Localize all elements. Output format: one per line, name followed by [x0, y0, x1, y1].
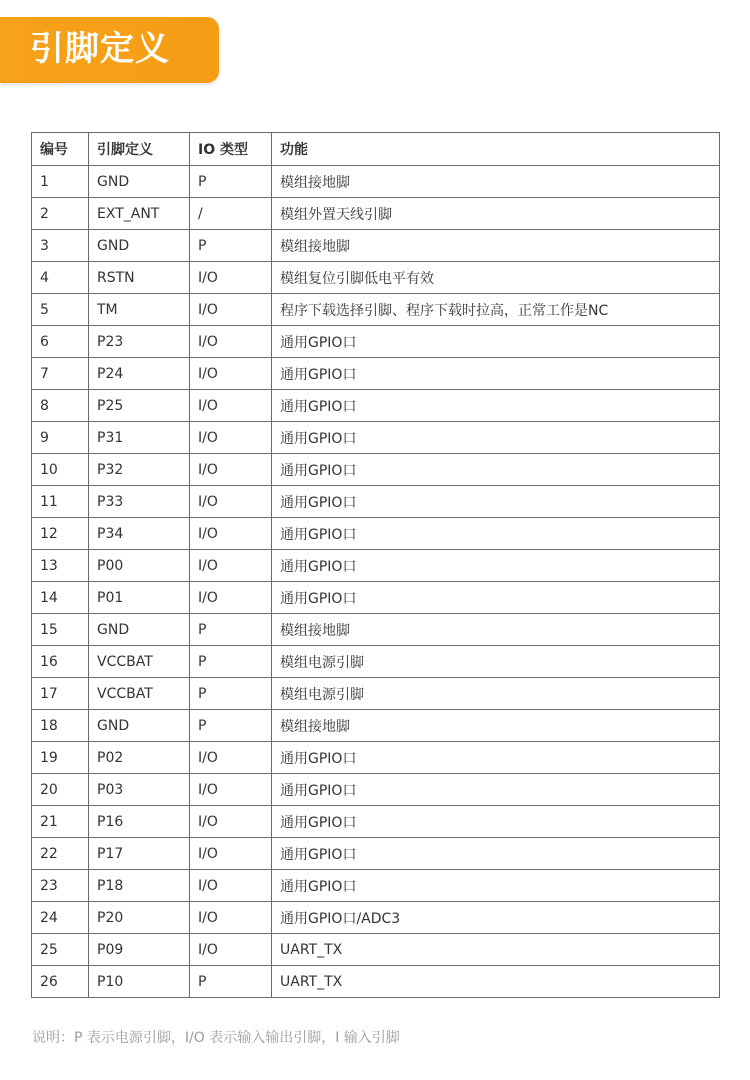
table-row [32, 614, 720, 646]
table-row [32, 742, 720, 774]
function-cell: 通用GPIO口 [272, 326, 720, 358]
table-row [32, 422, 720, 454]
function-cell: 通用GPIO口 [272, 422, 720, 454]
pin-name-cell: P02 [89, 742, 190, 774]
table-row [32, 774, 720, 806]
table-row [32, 870, 720, 902]
pin-number-cell: 15 [32, 614, 89, 646]
function-cell: 通用GPIO口 [272, 838, 720, 870]
function-cell: 模组复位引脚低电平有效 [272, 262, 720, 294]
pin-number-cell: 18 [32, 710, 89, 742]
io-type-cell: I/O [190, 294, 272, 326]
pin-name-cell: P01 [89, 582, 190, 614]
pin-number-cell: 17 [32, 678, 89, 710]
pin-name-cell: VCCBAT [89, 646, 190, 678]
table-row [32, 646, 720, 678]
pin-number-cell: 9 [32, 422, 89, 454]
table-row [32, 966, 720, 998]
pin-number-cell: 22 [32, 838, 89, 870]
pin-number-cell: 21 [32, 806, 89, 838]
pin-number-cell: 6 [32, 326, 89, 358]
io-type-cell: I/O [190, 358, 272, 390]
pin-number-cell: 26 [32, 966, 89, 998]
pin-number-cell: 4 [32, 262, 89, 294]
header-io-type: IO 类型 [190, 133, 272, 166]
pin-name-cell: P31 [89, 422, 190, 454]
io-type-cell: P [190, 230, 272, 262]
pin-number-cell: 3 [32, 230, 89, 262]
function-cell: 模组电源引脚 [272, 646, 720, 678]
header-pin-name: 引脚定义 [89, 133, 190, 166]
function-cell: 模组接地脚 [272, 166, 720, 198]
function-cell: 通用GPIO口 [272, 358, 720, 390]
pin-name-cell: P03 [89, 774, 190, 806]
io-type-cell: P [190, 646, 272, 678]
pin-name-cell: TM [89, 294, 190, 326]
io-type-cell: P [190, 678, 272, 710]
function-cell: 通用GPIO口 [272, 518, 720, 550]
function-cell: 模组电源引脚 [272, 678, 720, 710]
pin-number-cell: 8 [32, 390, 89, 422]
function-cell: UART_TX [272, 934, 720, 966]
pin-number-cell: 11 [32, 486, 89, 518]
pin-number-cell: 1 [32, 166, 89, 198]
pin-number-cell: 14 [32, 582, 89, 614]
pin-number-cell: 23 [32, 870, 89, 902]
pin-name-cell: P25 [89, 390, 190, 422]
table-row [32, 678, 720, 710]
table-row [32, 582, 720, 614]
pin-number-cell: 25 [32, 934, 89, 966]
pin-name-cell: P09 [89, 934, 190, 966]
section-title-tab [0, 17, 219, 83]
io-type-cell: P [190, 966, 272, 998]
function-cell: 通用GPIO口 [272, 870, 720, 902]
pin-name-cell: P16 [89, 806, 190, 838]
function-cell: 通用GPIO口 [272, 774, 720, 806]
pin-number-cell: 24 [32, 902, 89, 934]
table-row [32, 486, 720, 518]
pin-name-cell: P20 [89, 902, 190, 934]
table-header-row [32, 133, 720, 166]
io-type-cell: P [190, 614, 272, 646]
function-cell: 通用GPIO口 [272, 742, 720, 774]
table-row [32, 198, 720, 230]
function-cell: 模组接地脚 [272, 614, 720, 646]
table-row [32, 294, 720, 326]
table-row [32, 390, 720, 422]
table-row [32, 934, 720, 966]
table-row [32, 262, 720, 294]
io-type-cell: I/O [190, 454, 272, 486]
table-row [32, 710, 720, 742]
pin-name-cell: P00 [89, 550, 190, 582]
io-type-cell: I/O [190, 486, 272, 518]
io-type-cell: I/O [190, 326, 272, 358]
io-type-cell: I/O [190, 262, 272, 294]
io-type-cell: I/O [190, 582, 272, 614]
pin-number-cell: 19 [32, 742, 89, 774]
function-cell: 通用GPIO口 [272, 582, 720, 614]
pin-name-cell: GND [89, 230, 190, 262]
pin-number-cell: 16 [32, 646, 89, 678]
function-cell: 通用GPIO口 [272, 550, 720, 582]
function-cell: 通用GPIO口 [272, 454, 720, 486]
pin-name-cell: P10 [89, 966, 190, 998]
io-type-cell: I/O [190, 902, 272, 934]
pin-definition-table [31, 132, 720, 998]
function-cell: 模组接地脚 [272, 710, 720, 742]
pin-number-cell: 5 [32, 294, 89, 326]
pin-name-cell: GND [89, 166, 190, 198]
table-row [32, 806, 720, 838]
function-cell: 通用GPIO口 [272, 390, 720, 422]
pin-number-cell: 10 [32, 454, 89, 486]
header-function: 功能 [272, 133, 720, 166]
io-type-cell: I/O [190, 838, 272, 870]
function-cell: 通用GPIO口/ADC3 [272, 902, 720, 934]
pin-name-cell: P23 [89, 326, 190, 358]
io-type-cell: I/O [190, 870, 272, 902]
pin-number-cell: 2 [32, 198, 89, 230]
function-cell: 模组接地脚 [272, 230, 720, 262]
io-type-cell: I/O [190, 742, 272, 774]
table-row [32, 550, 720, 582]
io-type-cell: I/O [190, 518, 272, 550]
io-type-cell: I/O [190, 390, 272, 422]
table-row [32, 902, 720, 934]
pin-number-cell: 12 [32, 518, 89, 550]
io-type-cell: I/O [190, 934, 272, 966]
pin-number-cell: 7 [32, 358, 89, 390]
pin-name-cell: EXT_ANT [89, 198, 190, 230]
io-type-cell: I/O [190, 806, 272, 838]
table-row [32, 230, 720, 262]
table-row [32, 166, 720, 198]
function-cell: 程序下载选择引脚、程序下载时拉高，正常工作是NC [272, 294, 720, 326]
table-row [32, 326, 720, 358]
pin-name-cell: P18 [89, 870, 190, 902]
io-type-cell: I/O [190, 422, 272, 454]
function-cell: 通用GPIO口 [272, 806, 720, 838]
io-type-cell: / [190, 198, 272, 230]
pin-name-cell: P32 [89, 454, 190, 486]
pin-number-cell: 20 [32, 774, 89, 806]
table-row [32, 838, 720, 870]
table-row [32, 454, 720, 486]
function-cell: 通用GPIO口 [272, 486, 720, 518]
table-body [32, 166, 720, 998]
pin-name-cell: RSTN [89, 262, 190, 294]
pin-name-cell: P33 [89, 486, 190, 518]
footer-note: 说明：P 表示电源引脚，I/O 表示输入输出引脚，I 输入引脚 [32, 1030, 400, 1046]
io-type-cell: I/O [190, 550, 272, 582]
pin-name-cell: GND [89, 710, 190, 742]
pin-name-cell: P24 [89, 358, 190, 390]
pin-name-cell: P17 [89, 838, 190, 870]
io-type-cell: I/O [190, 774, 272, 806]
io-type-cell: P [190, 166, 272, 198]
pin-name-cell: VCCBAT [89, 678, 190, 710]
table-row [32, 518, 720, 550]
page-title: 引脚定义 [30, 29, 170, 69]
header-number: 编号 [32, 133, 89, 166]
function-cell: 模组外置天线引脚 [272, 198, 720, 230]
io-type-cell: P [190, 710, 272, 742]
function-cell: UART_TX [272, 966, 720, 998]
table-row [32, 358, 720, 390]
pin-name-cell: P34 [89, 518, 190, 550]
pin-name-cell: GND [89, 614, 190, 646]
pin-number-cell: 13 [32, 550, 89, 582]
